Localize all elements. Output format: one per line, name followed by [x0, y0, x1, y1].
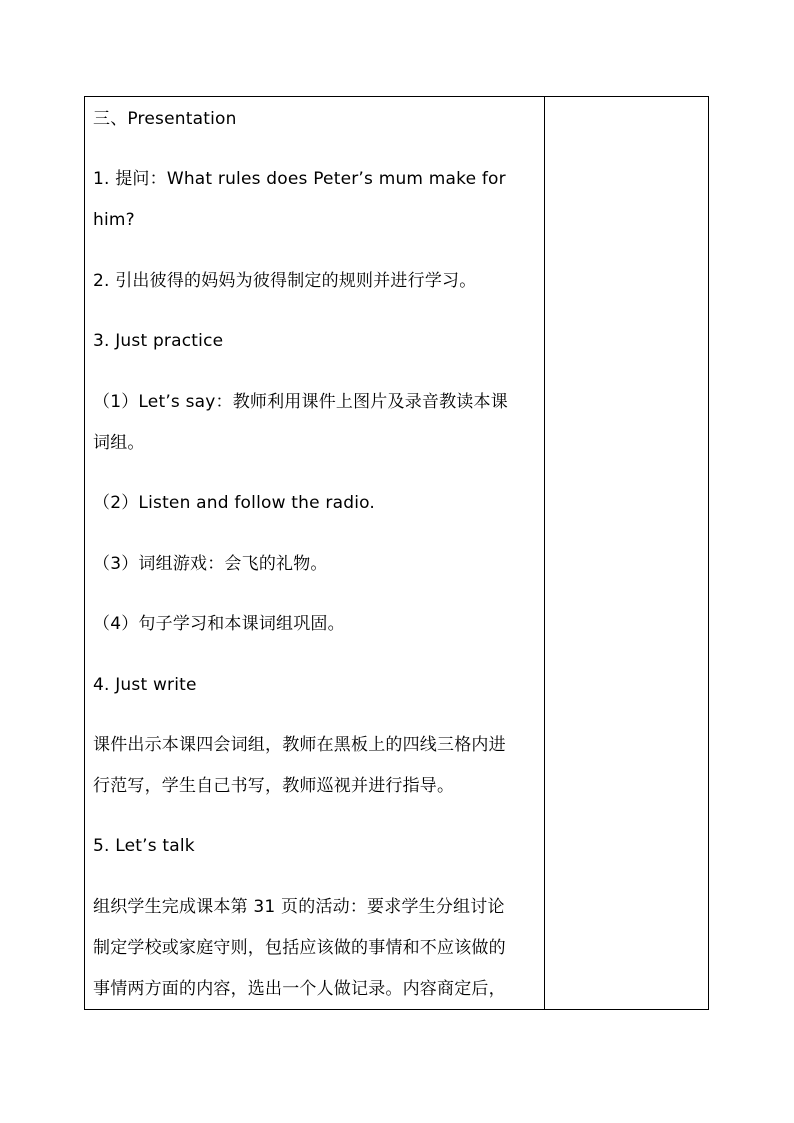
substep-4-text: （4）句子学习和本课词组巩固。: [93, 614, 345, 634]
step-4-text: 课件出示本课四会词组，教师在黑板上的四线三格内进: [93, 735, 506, 755]
notes-cell: [545, 97, 708, 1009]
step-1-question-cont: him?: [93, 210, 135, 230]
step-5-text-cont-2: 事情两方面的内容，选出一个人做记录。内容商定后，: [93, 979, 506, 999]
substep-3-text: （3）词组游戏：会飞的礼物。: [93, 554, 328, 574]
step-5-heading: 5. Let’s talk: [93, 836, 195, 856]
step-5-text: 组织学生完成课本第 31 页的活动：要求学生分组讨论: [93, 897, 505, 917]
section-heading: 三、Presentation: [93, 109, 237, 129]
step-4-text-cont: 行范写，学生自己书写，教师巡视并进行指导。: [93, 776, 455, 796]
step-3-heading: 3. Just practice: [93, 331, 224, 351]
step-5-text-cont-1: 制定学校或家庭守则，包括应该做的事情和不应该做的: [93, 938, 506, 958]
substep-2-text: （2）Listen and follow the radio.: [93, 493, 376, 513]
step-2-text: 2. 引出彼得的妈妈为彼得制定的规则并进行学习。: [93, 271, 477, 291]
step-4-heading: 4. Just write: [93, 675, 197, 695]
substep-1-text: （1）Let’s say：教师利用课件上图片及录音教读本课: [93, 392, 508, 412]
step-1-question: 1. 提问：What rules does Peter’s mum make for: [93, 169, 506, 189]
lesson-table: [84, 96, 709, 1010]
procedure-cell: [85, 97, 545, 1009]
substep-1-text-cont: 词组。: [93, 433, 145, 453]
